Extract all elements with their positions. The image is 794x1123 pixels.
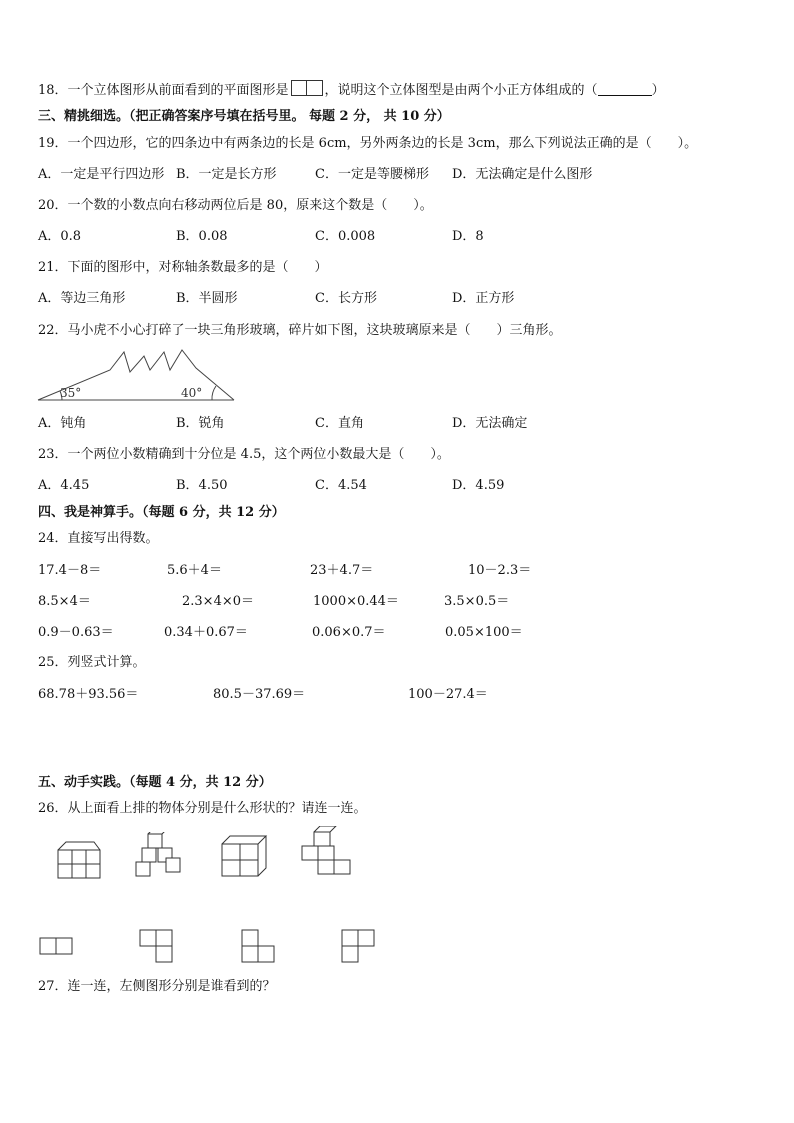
calc-item: 0.9－0.63＝ (38, 625, 114, 640)
q19-option-a[interactable]: A．一定是平行四边形 (38, 167, 165, 182)
vertical-calc-item: 68.78＋93.56＝ (38, 687, 139, 702)
vertical-calc-item: 80.5－37.69＝ (213, 687, 306, 702)
question-21: 21．下面的图形中，对称轴条数最多的是（ ） (38, 260, 328, 275)
q19-option-c[interactable]: C．一定是等腰梯形 (315, 167, 429, 182)
q23-option-d[interactable]: D．4.59 (452, 478, 505, 493)
question-19: 19．一个四边形，它的四条边中有两条边的长是 6cm，另外两条边的长是 3cm，那么下列说法正确的是（ ）。 (38, 136, 698, 151)
q20-option-a[interactable]: A．0.8 (38, 229, 82, 244)
q22-option-b[interactable]: B．锐角 (176, 416, 225, 431)
q22-option-c[interactable]: C．直角 (315, 416, 364, 431)
q21-option-b[interactable]: B．半圆形 (176, 291, 238, 306)
q21-option-d[interactable]: D．正方形 (452, 291, 515, 306)
broken-glass-figure (36, 348, 236, 404)
plan-view-1 (38, 936, 78, 958)
question-25: 25．列竖式计算。 (38, 655, 146, 670)
section-3-heading: 三、精挑细选。（把正确答案序号填在括号里。 每题 2 分， 共 10 分） (38, 109, 450, 124)
q19-option-d[interactable]: D．无法确定是什么图形 (452, 167, 593, 182)
question-22: 22．马小虎不小心打碎了一块三角形玻璃，碎片如下图，这块玻璃原来是（ ）三角形。 (38, 323, 562, 338)
q22-option-d[interactable]: D．无法确定 (452, 416, 528, 431)
two-square-figure (291, 80, 323, 96)
cube-stack-2 (134, 832, 186, 880)
cube-stack-3 (220, 834, 268, 880)
question-18 (38, 80, 665, 100)
calc-item: 0.05×100＝ (445, 625, 523, 640)
calc-item: 0.06×0.7＝ (312, 625, 386, 640)
question-27: 27．连一连，左侧图形分别是谁看到的？ (38, 979, 276, 994)
calc-item: 2.3×4×0＝ (182, 594, 255, 609)
q20-option-b[interactable]: B．0.08 (176, 229, 228, 244)
calc-item: 10－2.3＝ (468, 563, 532, 578)
question-20: 20．一个数的小数点向右移动两位后是 80，原来这个数是（ ）。 (38, 198, 433, 213)
q23-option-c[interactable]: C．4.54 (315, 478, 367, 493)
calc-item: 17.4－8＝ (38, 563, 102, 578)
calc-item: 5.6＋4＝ (167, 563, 222, 578)
q19-option-b[interactable]: B．一定是长方形 (176, 167, 277, 182)
question-26: 26．从上面看上排的物体分别是什么形状的？请连一连。 (38, 801, 367, 816)
vertical-calc-item: 100－27.4＝ (408, 687, 488, 702)
question-23: 23．一个两位小数精确到十分位是 4.5，这个两位小数最大是（ ）。 (38, 447, 450, 462)
cube-stack-4 (300, 826, 354, 880)
angle-label-right: 40° (181, 386, 203, 400)
calc-item: 8.5×4＝ (38, 594, 91, 609)
q22-option-a[interactable]: A．钝角 (38, 416, 87, 431)
q21-option-c[interactable]: C．长方形 (315, 291, 377, 306)
section-5-heading: 五、动手实践。（每题 4 分，共 12 分） (38, 775, 272, 790)
q20-option-d[interactable]: D．8 (452, 229, 484, 244)
calc-item: 3.5×0.5＝ (444, 594, 510, 609)
calc-item: 1000×0.44＝ (313, 594, 399, 609)
section-4-heading: 四、我是神算手。（每题 6 分，共 12 分） (38, 505, 285, 520)
q23-option-a[interactable]: A．4.45 (38, 478, 90, 493)
plan-view-2 (138, 928, 178, 968)
calc-item: 0.34＋0.67＝ (164, 625, 248, 640)
q20-option-c[interactable]: C．0.008 (315, 229, 376, 244)
calc-item: 23＋4.7＝ (310, 563, 374, 578)
angle-label-left: 35° (60, 386, 82, 400)
question-18-text-after: ，说明这个立体图型是由两个小正方体组成的（ (324, 83, 598, 98)
q23-option-b[interactable]: B．4.50 (176, 478, 228, 493)
answer-blank[interactable] (598, 83, 652, 96)
plan-view-3 (240, 928, 280, 968)
cube-stack-1 (56, 838, 104, 880)
question-18-text-before: 18．一个立体图形从前面看到的平面图形是 (38, 83, 289, 98)
close-paren: ） (651, 83, 665, 98)
plan-view-4 (340, 928, 380, 968)
q21-option-a[interactable]: A．等边三角形 (38, 291, 126, 306)
question-24: 24．直接写出得数。 (38, 531, 159, 546)
